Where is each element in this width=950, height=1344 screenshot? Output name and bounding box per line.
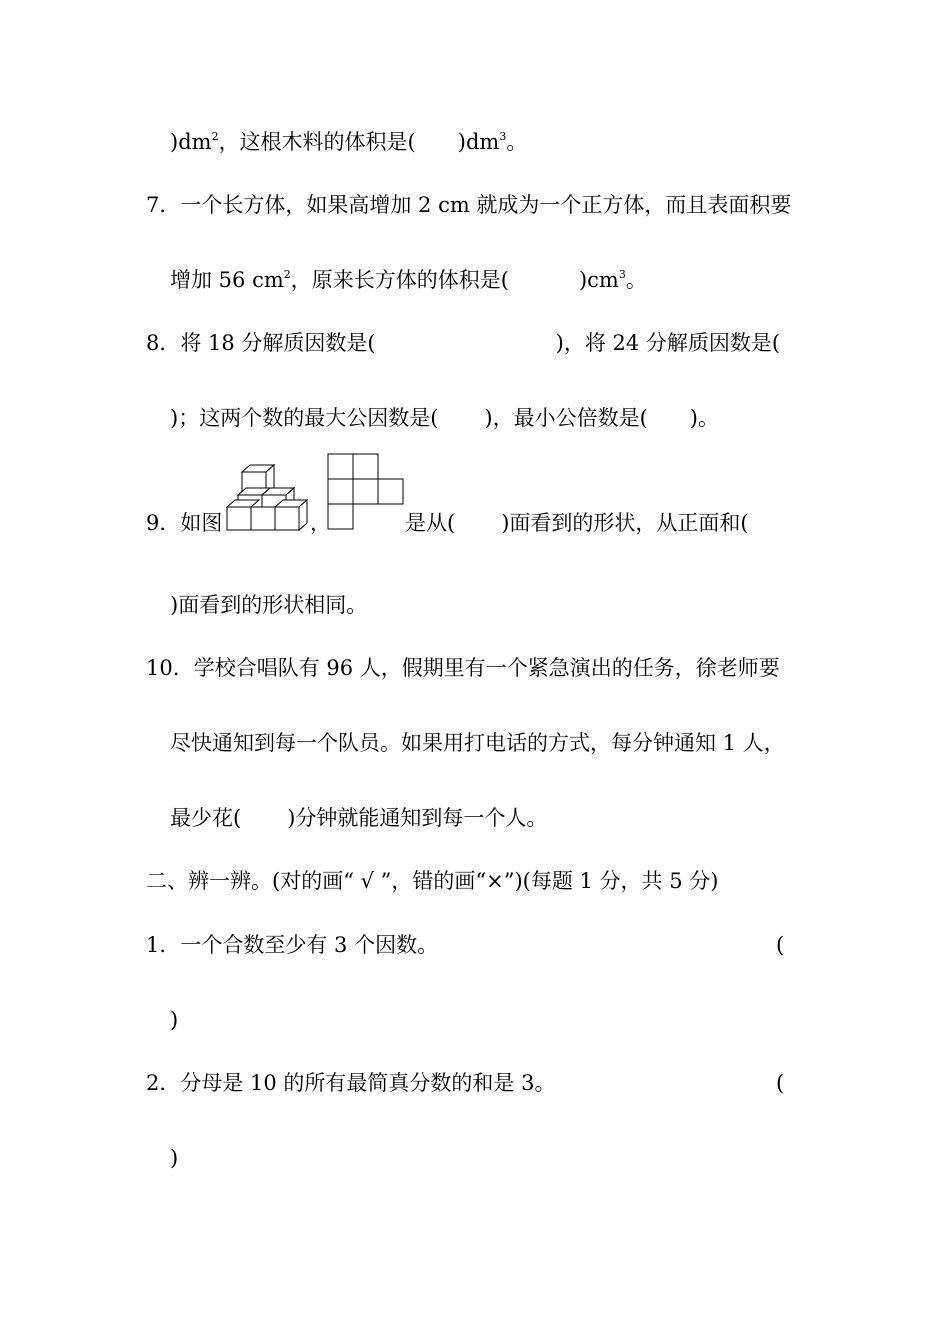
q8-line2 [170, 403, 719, 433]
judge-item-1-paren-open: ( [776, 933, 785, 957]
q10-line2: 尽快通知到每一个队员。如果用打电话的方式，每分钟通知 1 人， [170, 731, 785, 755]
q10-text-b: )分钟就能通知到每一个人。 [287, 806, 548, 830]
q7-text-a: 增加 56 cm [170, 268, 284, 292]
q9-text-b: 是从( [405, 511, 456, 535]
q8-text-d: )，最小公倍数是( [484, 406, 648, 430]
q9-line1-end [405, 508, 749, 538]
q7-text-b: ，原来长方体的体积是( [290, 268, 509, 292]
q7-text-d: 。 [625, 268, 647, 292]
q6-sup-b: 3 [499, 130, 507, 143]
judge-item-1-paren-close: ) [170, 1008, 179, 1032]
judge-item-2-paren-open: ( [776, 1071, 785, 1095]
q8-text-e: )。 [689, 406, 719, 430]
q7-line2 [170, 265, 647, 295]
q8-line1 [146, 328, 780, 358]
judge-item-2-paren-close: ) [170, 1146, 179, 1170]
q8-text-b: )，将 24 分解质因数是( [555, 331, 781, 355]
judge-item-2: 2．分母是 10 的所有最简真分数的和是 3。 [146, 1071, 556, 1095]
q6-text-c: )dm [457, 130, 500, 154]
q6-continuation [170, 127, 527, 157]
q6-text-b: ，这根木料的体积是( [218, 130, 416, 154]
q9-comma: ， [310, 511, 331, 535]
q10-line3 [170, 803, 547, 833]
cube-stack-figure [226, 462, 308, 532]
q9-line1-start: 9．如图 [146, 511, 223, 535]
q9-line2: )面看到的形状相同。 [170, 593, 368, 617]
judge-item-1: 1．一个合数至少有 3 个因数。 [146, 933, 439, 957]
q6-sup-a: 2 [211, 130, 219, 143]
q7-sup-a: 2 [283, 268, 291, 281]
q8-text-c: )；这两个数的最大公因数是( [170, 406, 439, 430]
q9-text-c: )面看到的形状，从正面和( [501, 511, 749, 535]
q7-text-c: )cm [578, 268, 619, 292]
section2-heading: 二、辨一辨。(对的画“ √ ”，错的画“×”)(每题 1 分，共 5 分) [146, 869, 719, 893]
q7-sup-b: 3 [618, 268, 626, 281]
q10-line1: 10．学校合唱队有 96 人，假期里有一个紧急演出的任务，徐老师要 [146, 656, 780, 680]
q6-text-a: )dm [170, 130, 212, 154]
view-shape-figure [327, 453, 407, 531]
q6-text-d: 。 [506, 130, 528, 154]
q10-text-a: 最少花( [170, 806, 242, 830]
q7-line1: 7．一个长方体，如果高增加 2 cm 就成为一个正方体，而且表面积要 [146, 193, 792, 217]
q8-text-a: 8．将 18 分解质因数是( [146, 331, 376, 355]
